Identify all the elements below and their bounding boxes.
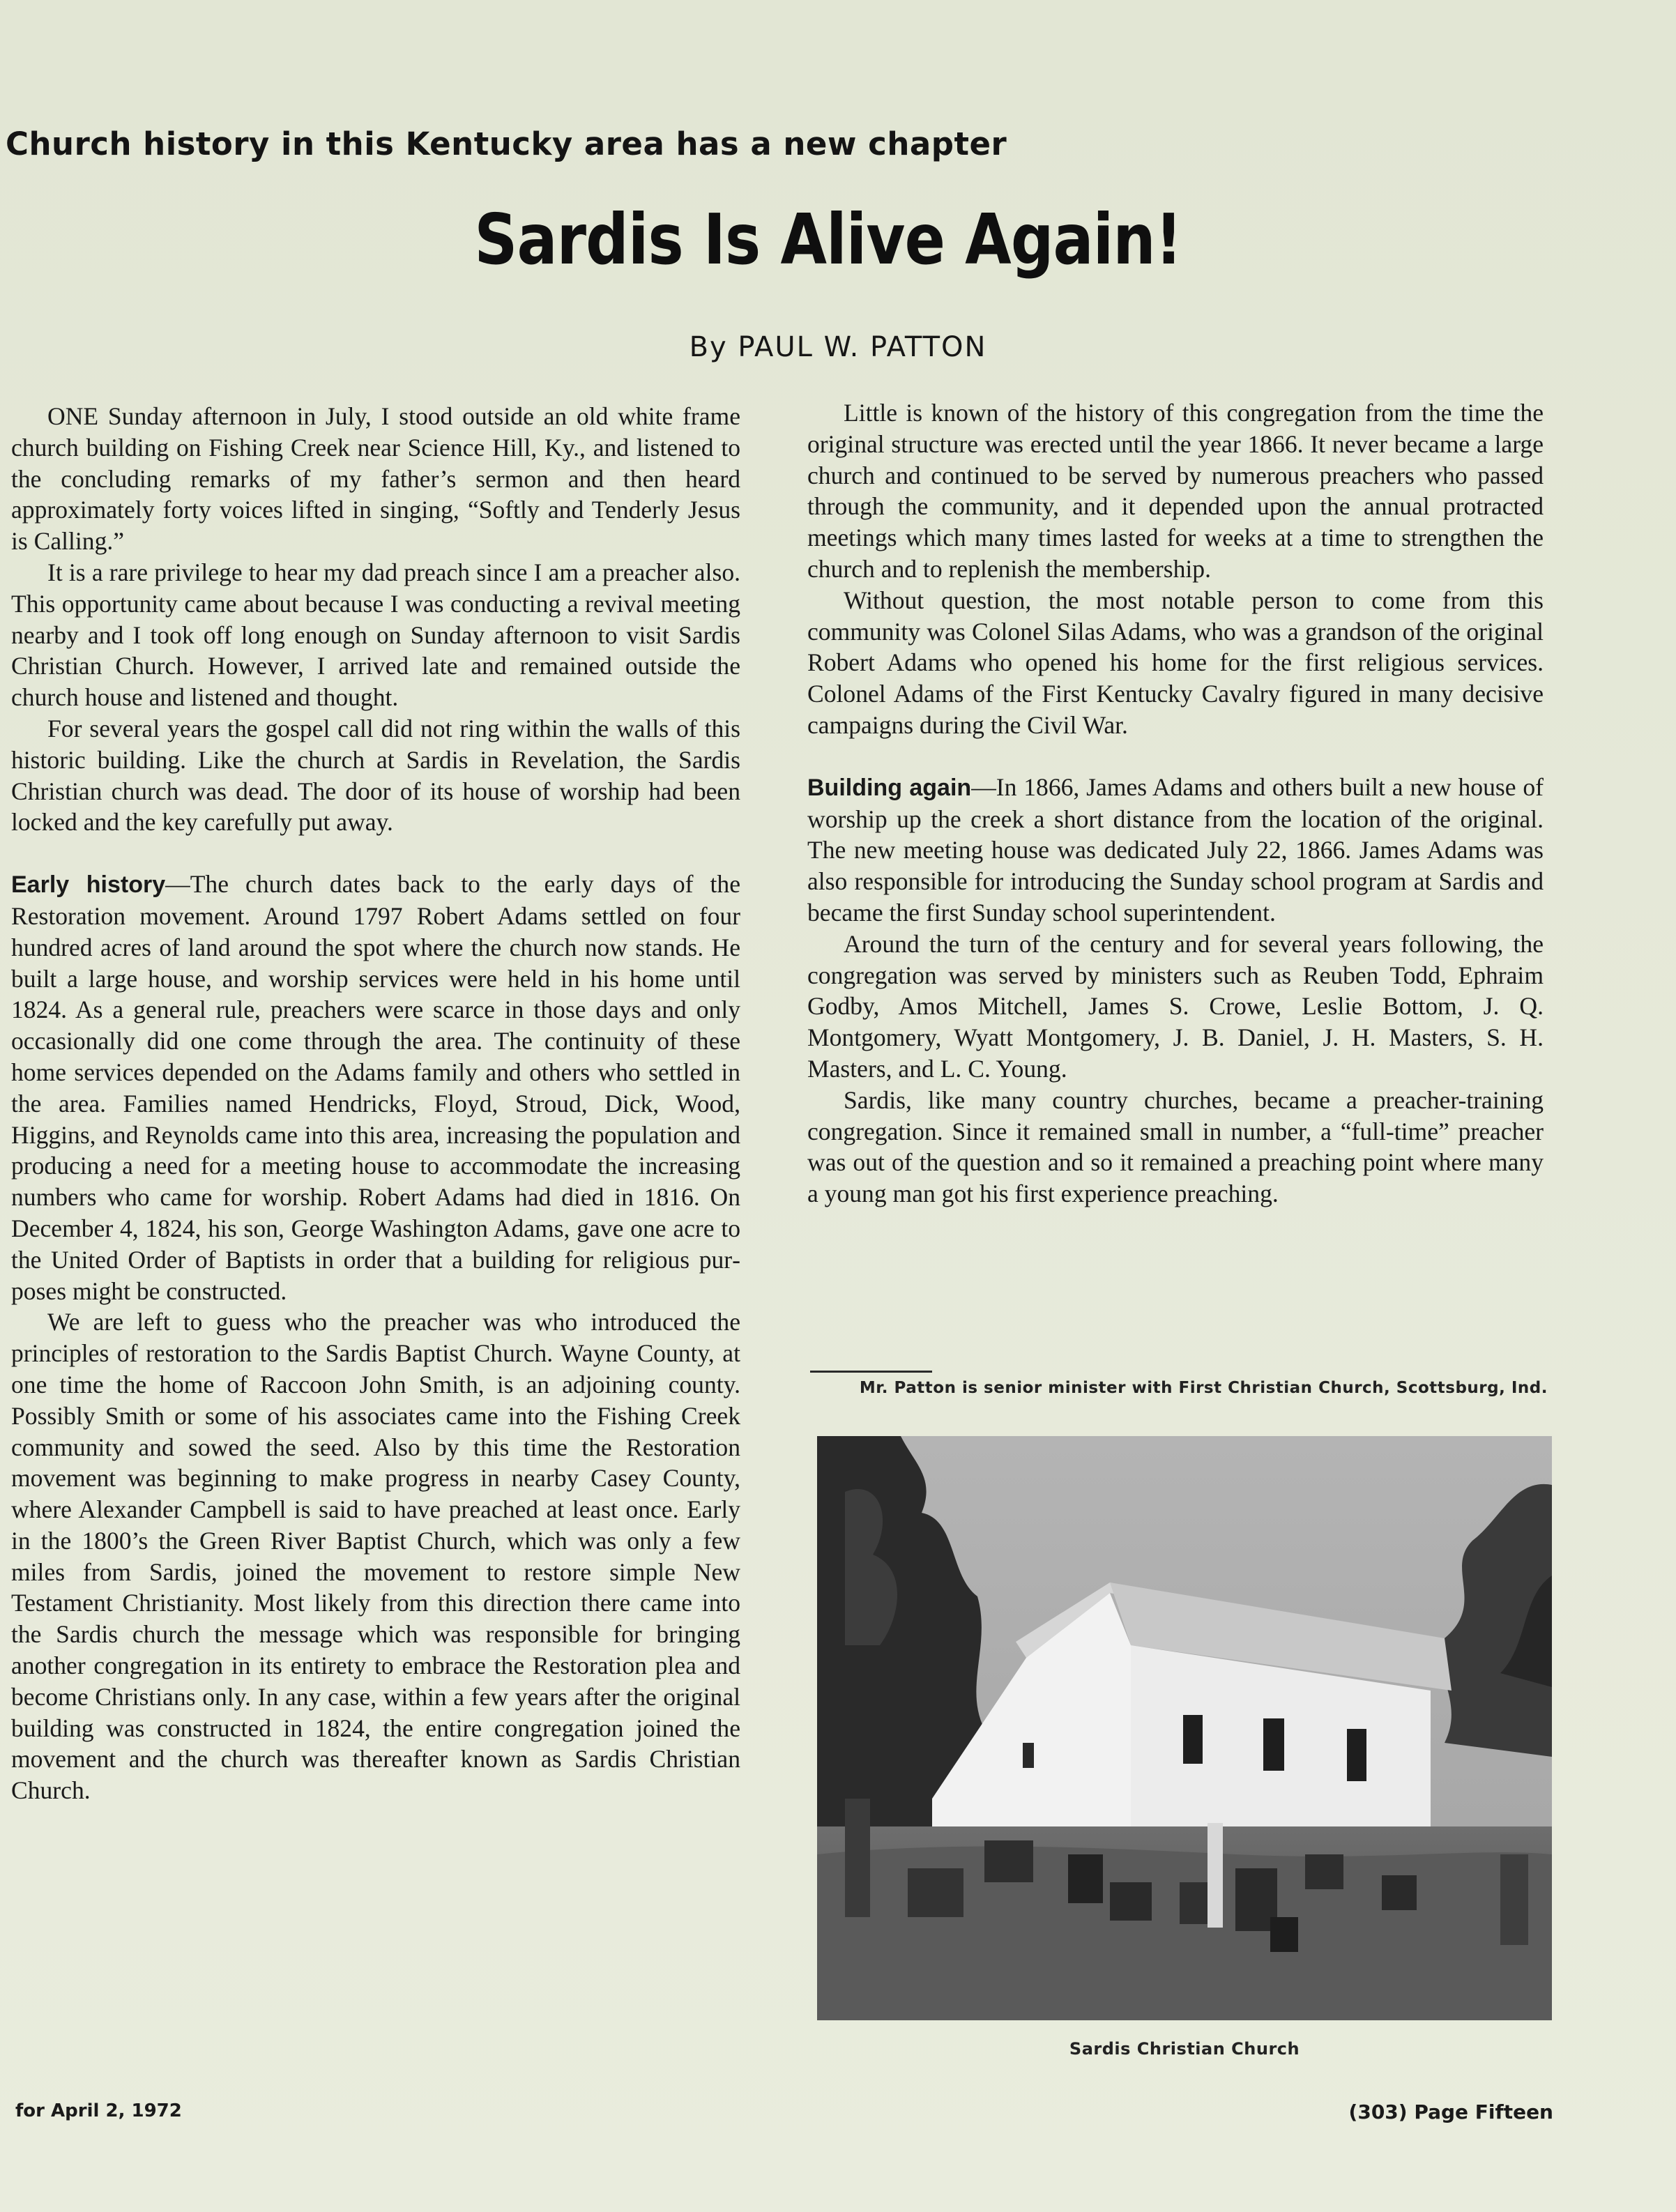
page-number: (303) Page Fifteen <box>1348 2100 1553 2123</box>
footnote-rule <box>810 1371 932 1373</box>
paragraph: Little is known of the history of this congregation from the time the original structure was erected until the year 1866. It never became a large church and continued to be served by numerous preachers who passed through the community, and it depended upon the annual protracted meetings which many times lasted for weeks at a time to strengthen the church and to replenish the membership. <box>807 399 1544 583</box>
paragraph: We are left to guess who the preacher was who introduced the principles of restoration to the Sardis Baptist Church. Wayne County, at one time the home of Raccoon John Smith, is an adjoining county. Possibly Smith or some of his associates came into the Fishing Creek community and sowed the seed. Also by this time the Restoration movement was beginning to make progress in nearby Casey County, where Alexander Campbell is said to have preached at least once. Early in the 1800’s the Green River Baptist Church, which was only a few miles from Sardis, joined the movement to restore simple New Testament Christianity. Most likely from this direction there came into the Sardis church the message which was responsible for bringing another congregation in its entirety to embrace the Restoration plea and become Christians only. In any case, within a few years after the original building was constructed in 1824, the entire congregation joined the movement and the church was thereafter known as Sardis Christian Church. <box>11 1308 740 1805</box>
church-photo <box>817 1436 1552 2020</box>
paragraph-early-history <box>11 869 740 1306</box>
paragraph: Without question, the most notable person to come from this community was Colonel Silas Adams, who was a grandson of the original Robert Adams who opened his home for the first religious services. Colonel Adams of the First Kentucky Cavalry figured in many decisive campaigns during the Civil War. <box>807 586 1544 739</box>
right-column <box>807 397 1544 1210</box>
photo-caption: Sardis Christian Church <box>1069 2039 1300 2059</box>
paragraph: Sardis, like many country churches, became a preacher-training congregation. Since it remained small in number, a “full-time” preacher was out of the question and so it remained a preaching point where many a young man got his first experience preaching. <box>807 1085 1544 1208</box>
paragraph: It is a rare privilege to hear my dad preach since I am a preacher also. This opportunity came about because I was conducting a revival meeting nearby and I took off long enough on Sunday afternoon to visit Sardis Christian Church. However, I arrived late and remained outside the church house and listened and thought. <box>11 558 740 712</box>
section-run-in-head: Early history <box>11 871 166 899</box>
article-title: Sardis Is Alive Again! <box>474 199 1182 280</box>
paragraph: ONE Sunday afternoon in July, I stood outside an old white frame church building on Fishing Creek near Science Hill, Ky., and listened to the concluding remarks of my father’s sermon and then heard approximately forty voices lifted in singing, “Softly and Tenderly Jesus is Calling.” <box>11 402 740 556</box>
section-run-in-head: Building again <box>807 774 972 801</box>
author-footnote: Mr. Patton is senior minister with First Christian Church, Scottsburg, Ind. <box>859 1379 1548 1397</box>
paragraph-text: —The church dates back to the early days of the Restoration movement. Around 1797 Robert Adams settled on four hundred acres of land around the spot where the church now stands. He built a large house, and worship services were held in his home until 1824. As a general rule, preachers were scarce in those days and only occasionally did one come through the area. The continuity of these home services depended on the Adams family and others who settled in the area. Families named Hendricks, Floyd, Stroud, Dick, Wood, Higgins, and Reynolds came into this area, increasing the population and producing a need for a meeting house to accommodate the increasing numbers who came for worship. Robert Adams had died in 1816. On December 4, 1824, his son, George Washington Adams, gave one acre to the United Order of Baptists in order that a building for religious purposes might be constructed. <box>11 870 740 1305</box>
kicker-headline: Church history in this Kentucky area has a new chapter <box>6 125 1007 162</box>
church-photo-illustration <box>817 1436 1552 2020</box>
paragraph-text: —In 1866, James Adams and others built a new house of worship up the creek a short distance from the location of the original. The new meeting house was dedicated July 22, 1866. James Adams was also responsible for introducing the Sunday school program at Sardis and became the first Sunday school superintendent. <box>807 772 1544 926</box>
byline: By PAUL W. PATTON <box>689 331 987 363</box>
paragraph-building-again <box>807 772 1544 929</box>
left-column <box>11 401 740 1806</box>
paragraph: For several years the gospel call did not ring within the walls of this historic building. Like the church at Sardis in Revelation, the Sardis Christian church was dead. The door of its house of worship had been locked and the key carefully put away. <box>11 714 740 837</box>
paragraph: Around the turn of the century and for several years following, the congregation was served by ministers such as Reuben Todd, Ephraim Godby, Amos Mitchell, James S. Crowe, Leslie Bottom, J. Q. Montgomery, Wyatt Montgomery, J. B. Daniel, J. H. Masters, S. H. Masters, and L. C. Young. <box>807 929 1544 1083</box>
issue-date: for April 2, 1972 <box>15 2100 182 2121</box>
